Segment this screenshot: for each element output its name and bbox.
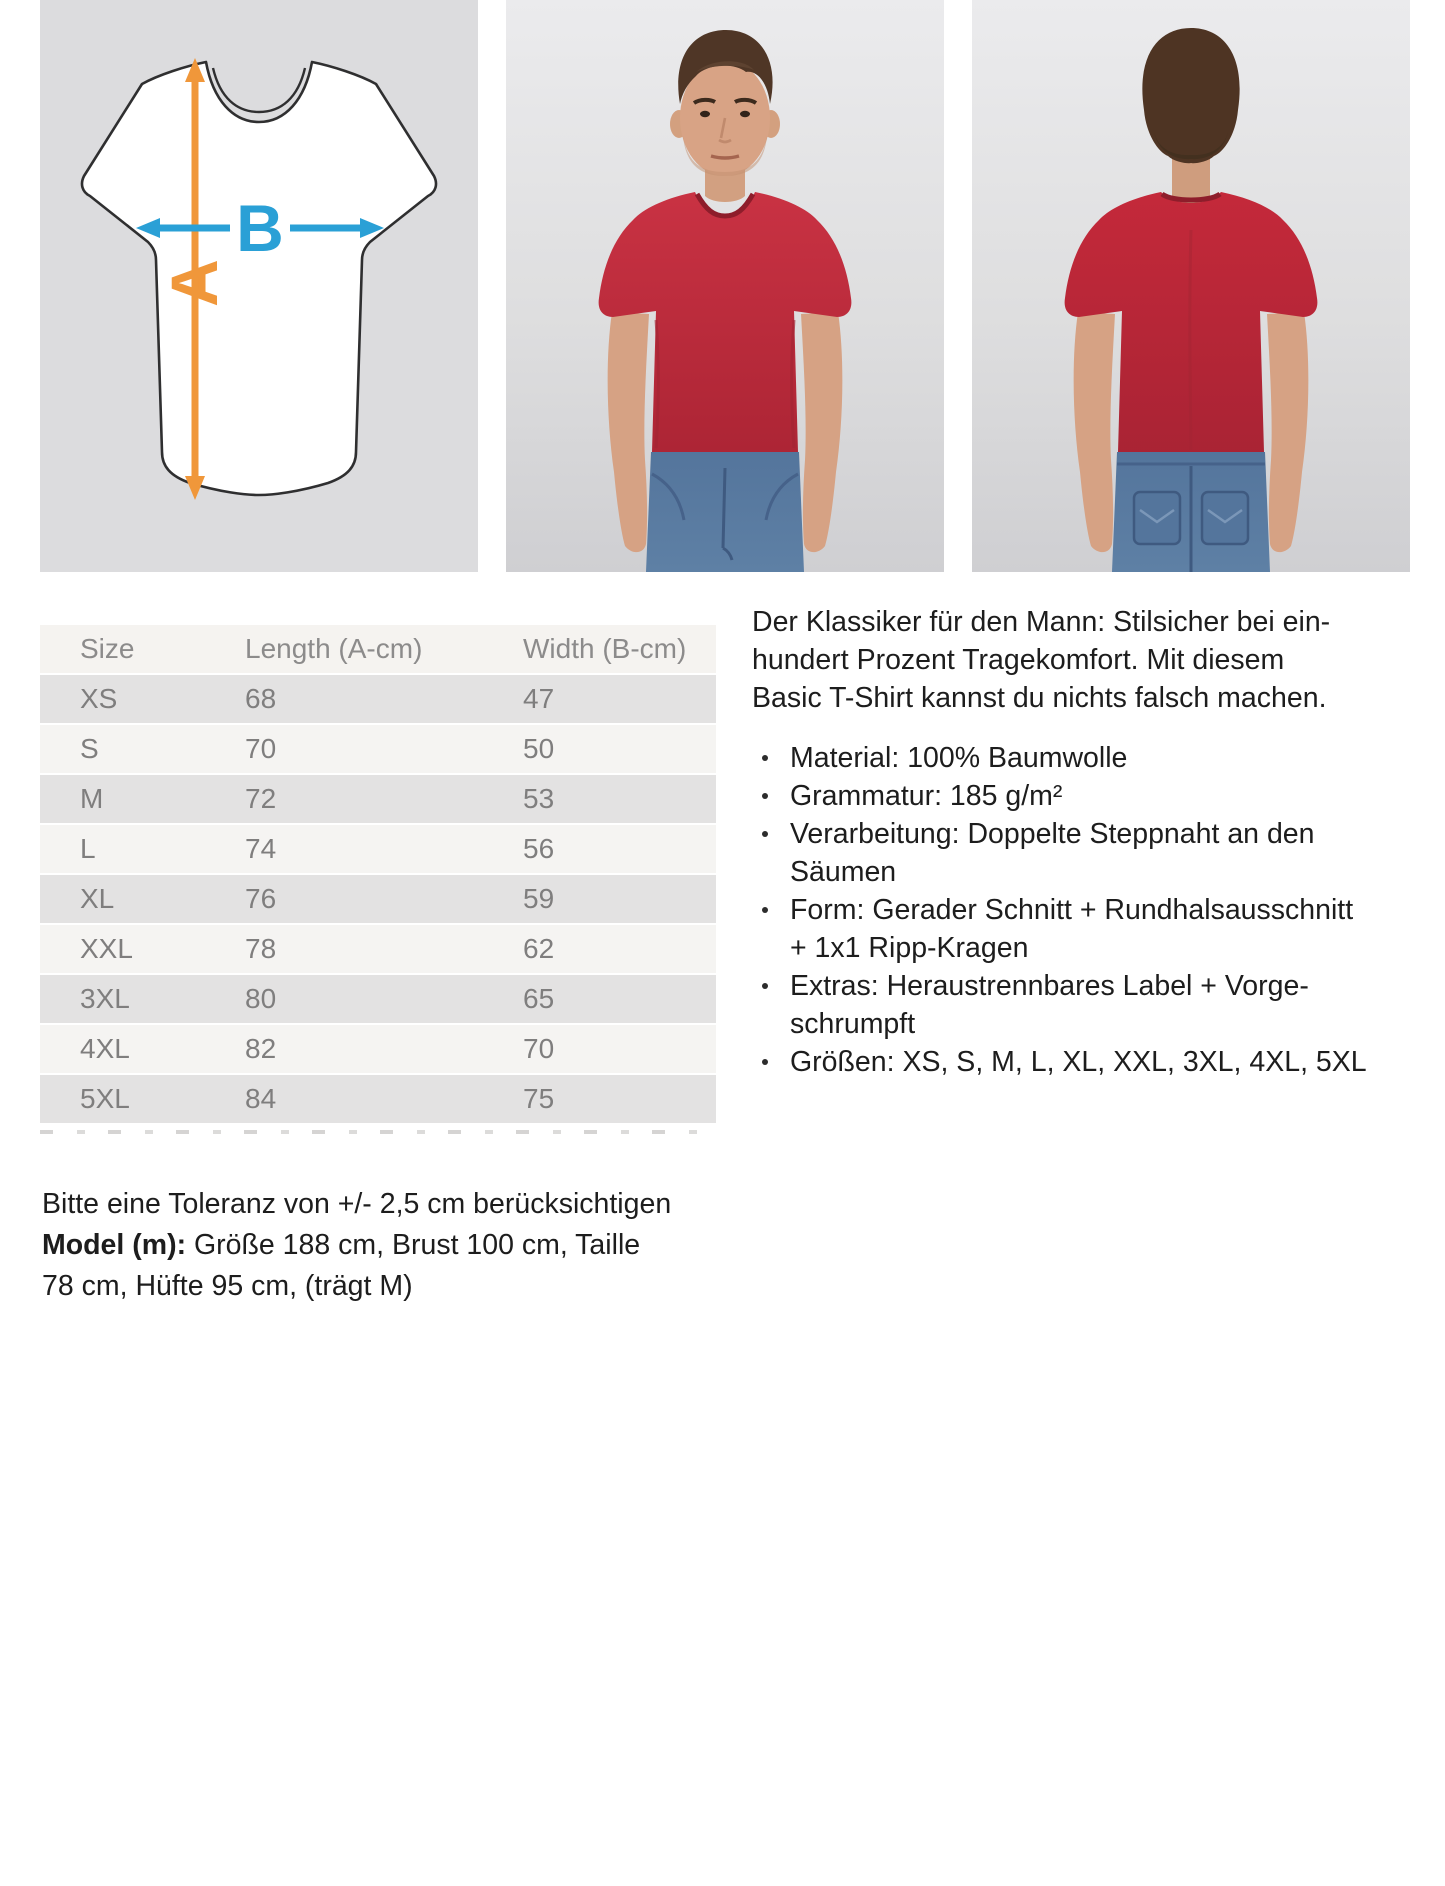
table-cell-length: 72	[245, 783, 277, 814]
table-row	[40, 825, 716, 875]
table-row	[40, 875, 716, 925]
back-pocket-left	[1134, 492, 1180, 544]
product-description	[752, 603, 1424, 1081]
label-a: A	[157, 259, 231, 307]
column-header-size: Size	[80, 633, 135, 664]
feature-list	[752, 739, 1424, 1081]
table-cell-size: XL	[80, 883, 115, 914]
feature-line: Verarbeitung: Doppelte Steppnaht an den	[790, 818, 1315, 850]
size-diagram-image	[40, 0, 478, 572]
size-table-header	[40, 625, 716, 675]
measurement-note	[42, 1184, 742, 1307]
feature-line: Säumen	[790, 856, 897, 888]
table-row	[40, 925, 716, 975]
intro-line: Basic T-Shirt kannst du nichts falsch machen.	[752, 682, 1327, 714]
intro-line: hundert Prozent Tragekomfort. Mit diesem	[752, 644, 1285, 676]
table-row	[40, 725, 716, 775]
back-pocket-right	[1202, 492, 1248, 544]
table-cell-width: 65	[523, 983, 555, 1014]
table-cell-width: 62	[523, 933, 555, 964]
left-eye	[700, 111, 710, 117]
model-front-photo	[506, 0, 944, 572]
feature-line: Material: 100% Baumwolle	[790, 742, 1128, 774]
table-row	[40, 1025, 716, 1075]
model-back-photo	[972, 0, 1410, 572]
cropped-table-row	[40, 1128, 716, 1140]
table-cell-length: 76	[245, 883, 277, 914]
table-cell-length: 78	[245, 933, 277, 964]
table-cell-size: XXL	[80, 933, 133, 964]
table-cell-width: 56	[523, 833, 555, 864]
table-cell-length: 80	[245, 983, 277, 1014]
table-cell-size: L	[80, 833, 96, 864]
feature-line: Größen: XS, S, M, L, XL, XXL, 3XL, 4XL, 5XL	[790, 1046, 1367, 1078]
column-header-length: Length (A-cm)	[245, 633, 423, 664]
table-cell-size: S	[80, 733, 99, 764]
size-table	[40, 625, 716, 1140]
column-header-width: Width (B-cm)	[523, 633, 687, 664]
size-table-body	[40, 675, 716, 1125]
feature-item	[752, 777, 1424, 815]
feature-item	[752, 891, 1424, 967]
table-cell-width: 75	[523, 1083, 555, 1114]
table-row	[40, 975, 716, 1025]
shirt-fold-center	[1190, 230, 1191, 450]
tolerance-line: Bitte eine Toleranz von +/- 2,5 cm berücksichtigen	[42, 1188, 672, 1220]
table-row	[40, 775, 716, 825]
table-cell-size: 3XL	[80, 983, 130, 1014]
table-cell-width: 50	[523, 733, 555, 764]
table-cell-size: 5XL	[80, 1083, 130, 1114]
table-cell-size: 4XL	[80, 1033, 130, 1064]
feature-line: Extras: Heraustrennbares Label + Vorge-	[790, 970, 1309, 1002]
model-info-rest: Größe 188 cm, Brust 100 cm, Taille	[186, 1229, 641, 1261]
head-back-hair	[1142, 28, 1239, 163]
table-cell-length: 82	[245, 1033, 277, 1064]
table-cell-width: 53	[523, 783, 555, 814]
mouth	[711, 156, 739, 158]
table-cell-width: 59	[523, 883, 555, 914]
feature-line: Grammatur: 185 g/m²	[790, 780, 1063, 812]
feature-item	[752, 1043, 1424, 1081]
right-eye	[740, 111, 750, 117]
model-front-illustration	[506, 0, 944, 572]
model-info-line2: 78 cm, Hüfte 95 cm, (trägt M)	[42, 1270, 413, 1302]
table-cell-length: 70	[245, 733, 277, 764]
feature-item	[752, 815, 1424, 891]
feature-line: + 1x1 Ripp-Kragen	[790, 932, 1029, 964]
table-cell-length: 68	[245, 683, 277, 714]
table-cell-width: 47	[523, 683, 555, 714]
label-b: B	[236, 191, 284, 265]
feature-item	[752, 967, 1424, 1043]
feature-line: Form: Gerader Schnitt + Rundhalsausschnitt	[790, 894, 1354, 926]
feature-line: schrumpft	[790, 1008, 916, 1040]
model-back-illustration	[972, 0, 1410, 572]
table-cell-size: M	[80, 783, 104, 814]
description-intro	[752, 603, 1424, 717]
table-cell-width: 70	[523, 1033, 555, 1064]
table-cell-length: 74	[245, 833, 277, 864]
table-cell-length: 84	[245, 1083, 277, 1114]
table-cell-size: XS	[80, 683, 118, 714]
table-row	[40, 1075, 716, 1125]
table-row	[40, 675, 716, 725]
model-label: Model (m):	[42, 1229, 187, 1261]
tshirt-measurement-diagram	[40, 0, 478, 572]
model-info-line1	[42, 1225, 742, 1266]
intro-line: Der Klassiker für den Mann: Stilsicher bei ein-	[752, 606, 1331, 638]
feature-item	[752, 739, 1424, 777]
